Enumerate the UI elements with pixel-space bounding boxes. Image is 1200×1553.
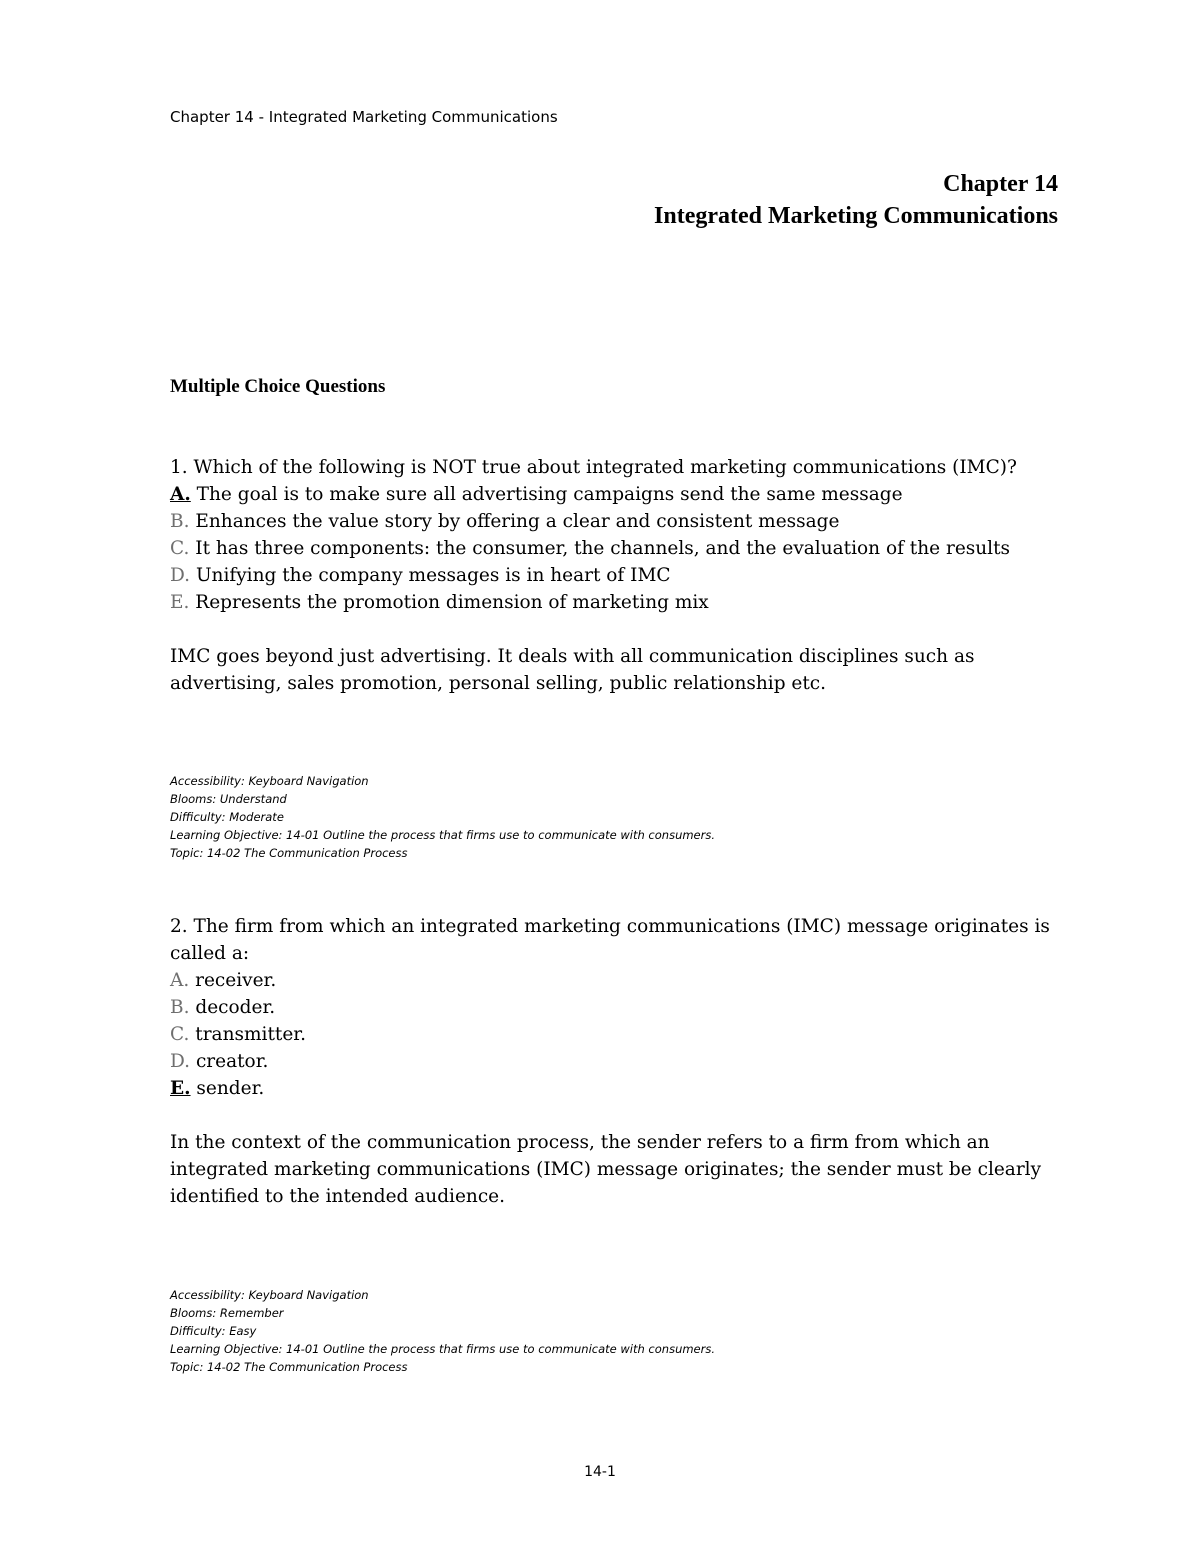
- meta-blooms: Blooms: Remember: [170, 1306, 284, 1320]
- option-c: [170, 1021, 1060, 1048]
- meta-topic: Topic: 14-02 The Communication Process: [170, 1360, 408, 1374]
- meta-learning-objective: Learning Objective: 14-01 Outline the process that firms use to communicate with consumers.: [170, 828, 716, 842]
- option-letter: D.: [170, 1051, 191, 1072]
- option-b: [170, 508, 1060, 535]
- option-letter: B.: [170, 997, 190, 1018]
- option-a: [170, 967, 1060, 994]
- option-c: [170, 535, 1060, 562]
- meta-accessibility: Accessibility: Keyboard Navigation: [170, 1288, 369, 1302]
- chapter-number: Chapter 14: [943, 171, 1058, 197]
- option-e: [170, 1075, 1060, 1102]
- answer-explanation: In the context of the communication process, the sender refers to a firm from which an integrated marketing communications (IMC) message originates; the sender must be clearly identified to the intended audience.: [170, 1132, 1042, 1207]
- option-e: [170, 589, 1060, 616]
- option-letter: B.: [170, 511, 190, 532]
- chapter-title-block: [654, 168, 1058, 232]
- option-letter: E.: [170, 592, 190, 613]
- question-stem: 1. Which of the following is NOT true about integrated marketing communications (IMC)?: [170, 457, 1017, 478]
- question-1: [170, 454, 1060, 697]
- option-letter: A.: [170, 970, 190, 991]
- option-text: The goal is to make sure all advertising campaigns send the same message: [190, 484, 903, 505]
- option-text: Represents the promotion dimension of marketing mix: [189, 592, 709, 613]
- chapter-name: Integrated Marketing Communications: [654, 203, 1058, 229]
- meta-learning-objective: Learning Objective: 14-01 Outline the process that firms use to communicate with consumers.: [170, 1342, 716, 1356]
- option-d: [170, 1048, 1060, 1075]
- option-text: decoder.: [189, 997, 276, 1018]
- meta-topic: Topic: 14-02 The Communication Process: [170, 846, 408, 860]
- section-heading: Multiple Choice Questions: [170, 376, 386, 397]
- meta-accessibility: Accessibility: Keyboard Navigation: [170, 774, 369, 788]
- question-2: [170, 913, 1060, 1210]
- option-a: [170, 481, 1060, 508]
- option-text: receiver.: [189, 970, 277, 991]
- page-number: 14-1: [584, 1464, 616, 1480]
- option-text: creator.: [190, 1051, 269, 1072]
- answer-explanation: IMC goes beyond just advertising. It deals with all communication disciplines such as advertising, sales promotion, personal selling, public relationship etc.: [170, 646, 975, 694]
- running-header: Chapter 14 - Integrated Marketing Communications: [170, 108, 558, 126]
- meta-difficulty: Difficulty: Moderate: [170, 810, 284, 824]
- question-2-metadata: [170, 1286, 715, 1376]
- option-text: Unifying the company messages is in heart of IMC: [190, 565, 671, 586]
- option-text: transmitter.: [189, 1024, 306, 1045]
- option-letter-correct: A.: [170, 484, 191, 505]
- option-text: Enhances the value story by offering a clear and consistent message: [189, 511, 840, 532]
- option-text: It has three components: the consumer, the channels, and the evaluation of the results: [189, 538, 1011, 559]
- question-stem: 2. The firm from which an integrated marketing communications (IMC) message originates is called a:: [170, 916, 1050, 964]
- option-letter: C.: [170, 1024, 190, 1045]
- meta-difficulty: Difficulty: Easy: [170, 1324, 257, 1338]
- option-text: sender.: [190, 1078, 265, 1099]
- option-letter: D.: [170, 565, 191, 586]
- option-b: [170, 994, 1060, 1021]
- option-d: [170, 562, 1060, 589]
- option-letter: C.: [170, 538, 190, 559]
- option-letter-correct: E.: [170, 1078, 191, 1099]
- meta-blooms: Blooms: Understand: [170, 792, 287, 806]
- question-1-metadata: [170, 772, 715, 862]
